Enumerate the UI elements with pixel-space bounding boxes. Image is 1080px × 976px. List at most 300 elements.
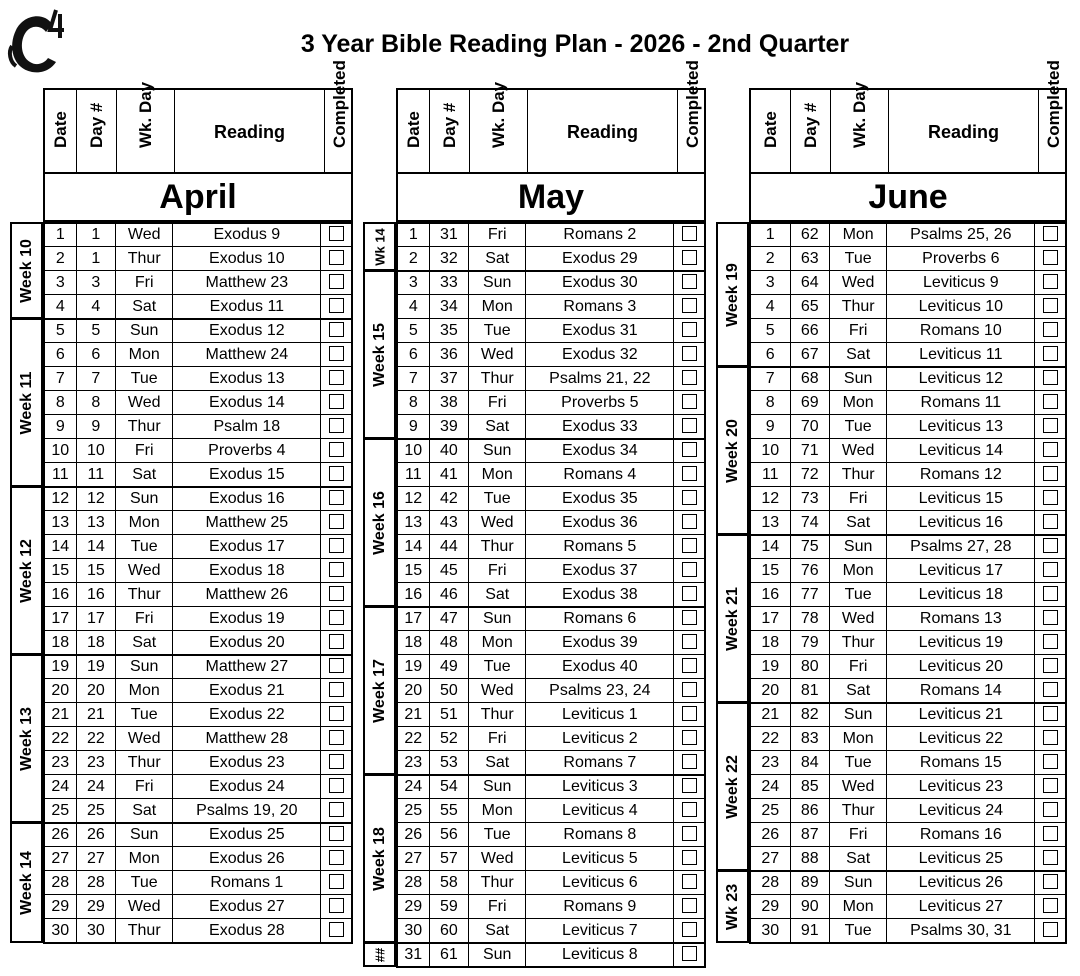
completed-checkbox[interactable] [1043, 250, 1058, 265]
table-row [43, 583, 353, 607]
completed-cell [1035, 511, 1065, 535]
reading-cell: Proverbs 5 [526, 391, 674, 415]
day-number-cell: 80 [791, 655, 831, 679]
date-cell: 4 [45, 295, 77, 319]
header-date [398, 90, 430, 172]
completed-checkbox[interactable] [329, 658, 344, 673]
reading-cell: Leviticus 16 [887, 511, 1035, 535]
completed-cell [1035, 247, 1065, 271]
completed-checkbox[interactable] [682, 370, 697, 385]
completed-checkbox[interactable] [329, 298, 344, 313]
completed-checkbox[interactable] [329, 538, 344, 553]
weekday-cell: Tue [469, 319, 526, 343]
weekday-cell: Sat [830, 343, 887, 367]
completed-cell [674, 823, 704, 847]
table-row [396, 511, 706, 535]
table-row [749, 511, 1067, 535]
table-row [43, 223, 353, 247]
completed-checkbox[interactable] [329, 514, 344, 529]
date-cell: 22 [751, 727, 791, 751]
date-cell: 31 [398, 943, 430, 967]
date-cell: 8 [398, 391, 430, 415]
completed-checkbox[interactable] [1043, 706, 1058, 721]
reading-cell: Leviticus 10 [887, 295, 1035, 319]
reading-cell: Exodus 28 [173, 919, 321, 943]
table-row [396, 799, 706, 823]
completed-checkbox[interactable] [682, 802, 697, 817]
day-number-cell: 41 [430, 463, 469, 487]
row-divider [43, 558, 353, 559]
completed-cell [321, 679, 351, 703]
week-label-cell [363, 942, 396, 967]
completed-checkbox[interactable] [1043, 610, 1058, 625]
completed-checkbox[interactable] [1043, 346, 1058, 361]
completed-checkbox[interactable] [329, 346, 344, 361]
completed-cell [321, 223, 351, 247]
header-label: Reading [213, 122, 285, 142]
header-reading [175, 90, 325, 172]
completed-checkbox[interactable] [682, 298, 697, 313]
completed-checkbox[interactable] [682, 442, 697, 457]
completed-cell [321, 271, 351, 295]
row-divider [43, 606, 353, 607]
table-row [749, 535, 1067, 559]
completed-checkbox[interactable] [682, 682, 697, 697]
completed-checkbox[interactable] [329, 394, 344, 409]
weekday-cell: Wed [469, 679, 526, 703]
completed-checkbox[interactable] [1043, 922, 1058, 937]
completed-checkbox[interactable] [1043, 850, 1058, 865]
completed-cell [674, 775, 704, 799]
weekday-cell: Thur [469, 871, 526, 895]
row-divider [749, 342, 1067, 343]
completed-checkbox[interactable] [329, 226, 344, 241]
table-row [749, 367, 1067, 391]
day-number-cell: 39 [430, 415, 469, 439]
completed-checkbox[interactable] [682, 226, 697, 241]
weekday-cell: Sat [469, 919, 526, 943]
completed-cell [321, 775, 351, 799]
completed-checkbox[interactable] [1043, 322, 1058, 337]
date-cell: 13 [751, 511, 791, 535]
table-row [749, 919, 1067, 943]
completed-checkbox[interactable] [682, 898, 697, 913]
completed-checkbox[interactable] [682, 418, 697, 433]
reading-cell: Leviticus 27 [887, 895, 1035, 919]
day-number-cell: 71 [791, 439, 831, 463]
row-divider [43, 582, 353, 583]
date-cell: 17 [45, 607, 77, 631]
day-number-cell: 63 [791, 247, 831, 271]
completed-checkbox[interactable] [329, 322, 344, 337]
completed-checkbox[interactable] [682, 826, 697, 841]
completed-checkbox[interactable] [329, 562, 344, 577]
completed-checkbox[interactable] [682, 274, 697, 289]
day-number-cell: 83 [791, 727, 831, 751]
page-title: 3 Year Bible Reading Plan - 2026 - 2nd Quarter [300, 30, 850, 58]
date-cell: 24 [45, 775, 77, 799]
week-label: Week 19 [723, 262, 741, 327]
date-cell: 25 [398, 799, 430, 823]
date-cell: 20 [45, 679, 77, 703]
completed-checkbox[interactable] [329, 754, 344, 769]
reading-cell: Exodus 37 [526, 559, 674, 583]
weekday-cell: Sun [116, 823, 173, 847]
completed-checkbox[interactable] [329, 730, 344, 745]
day-number-cell: 30 [77, 919, 116, 943]
completed-checkbox[interactable] [329, 826, 344, 841]
completed-checkbox[interactable] [1043, 586, 1058, 601]
reading-cell: Romans 12 [887, 463, 1035, 487]
row-divider [396, 654, 706, 655]
day-number-cell: 91 [791, 919, 831, 943]
completed-checkbox[interactable] [1043, 274, 1058, 289]
completed-checkbox[interactable] [1043, 442, 1058, 457]
completed-checkbox[interactable] [1043, 466, 1058, 481]
completed-cell [321, 511, 351, 535]
weekday-cell: Sun [116, 319, 173, 343]
completed-checkbox[interactable] [682, 778, 697, 793]
completed-checkbox[interactable] [1043, 826, 1058, 841]
completed-checkbox[interactable] [329, 586, 344, 601]
reading-cell: Leviticus 8 [526, 943, 674, 967]
completed-checkbox[interactable] [682, 322, 697, 337]
row-divider [749, 414, 1067, 415]
weekday-cell: Thur [469, 535, 526, 559]
reading-cell: Leviticus 23 [887, 775, 1035, 799]
header-label: Date [50, 111, 70, 148]
reading-cell: Proverbs 4 [173, 439, 321, 463]
table-row [396, 679, 706, 703]
reading-cell: Exodus 20 [173, 631, 321, 655]
reading-cell: Leviticus 12 [887, 367, 1035, 391]
weekday-cell: Sun [830, 703, 887, 727]
completed-checkbox[interactable] [1043, 418, 1058, 433]
completed-checkbox[interactable] [1043, 634, 1058, 649]
table-row [43, 703, 353, 727]
date-cell: 28 [45, 871, 77, 895]
completed-cell [321, 487, 351, 511]
completed-checkbox[interactable] [329, 802, 344, 817]
completed-checkbox[interactable] [1043, 370, 1058, 385]
day-number-cell: 38 [430, 391, 469, 415]
completed-checkbox[interactable] [1043, 226, 1058, 241]
completed-checkbox[interactable] [682, 754, 697, 769]
week-label-cell [716, 222, 749, 367]
weekday-cell: Mon [469, 799, 526, 823]
completed-checkbox[interactable] [682, 346, 697, 361]
reading-cell: Matthew 25 [173, 511, 321, 535]
row-divider [396, 294, 706, 295]
table-row [43, 751, 353, 775]
completed-cell [674, 391, 704, 415]
reading-cell: Exodus 40 [526, 655, 674, 679]
table-row [749, 871, 1067, 895]
table-row [43, 631, 353, 655]
weekday-cell: Tue [830, 751, 887, 775]
reading-cell: Leviticus 3 [526, 775, 674, 799]
weekday-cell: Mon [469, 463, 526, 487]
weekday-cell: Thur [830, 295, 887, 319]
completed-checkbox[interactable] [1043, 298, 1058, 313]
reading-cell: Exodus 21 [173, 679, 321, 703]
completed-checkbox[interactable] [329, 274, 344, 289]
table-row [43, 343, 353, 367]
completed-checkbox[interactable] [329, 370, 344, 385]
weekday-cell: Mon [830, 391, 887, 415]
completed-cell [1035, 871, 1065, 895]
reading-cell: Leviticus 13 [887, 415, 1035, 439]
row-divider [396, 726, 706, 727]
reading-cell: Leviticus 19 [887, 631, 1035, 655]
completed-checkbox[interactable] [329, 706, 344, 721]
table-row [396, 631, 706, 655]
weekday-cell: Mon [116, 343, 173, 367]
date-cell: 3 [45, 271, 77, 295]
completed-checkbox[interactable] [329, 418, 344, 433]
day-number-cell: 19 [77, 655, 116, 679]
completed-cell [1035, 319, 1065, 343]
completed-checkbox[interactable] [329, 874, 344, 889]
completed-cell [321, 799, 351, 823]
weekday-cell: Mon [116, 847, 173, 871]
reading-cell: Matthew 23 [173, 271, 321, 295]
day-number-cell: 6 [77, 343, 116, 367]
completed-checkbox[interactable] [329, 610, 344, 625]
completed-checkbox[interactable] [682, 586, 697, 601]
reading-cell: Romans 13 [887, 607, 1035, 631]
table-row [43, 823, 353, 847]
reading-cell: Psalms 21, 22 [526, 367, 674, 391]
date-cell: 24 [751, 775, 791, 799]
completed-cell [1035, 223, 1065, 247]
day-number-cell: 66 [791, 319, 831, 343]
completed-cell [674, 367, 704, 391]
completed-checkbox[interactable] [1043, 802, 1058, 817]
completed-checkbox[interactable] [1043, 514, 1058, 529]
day-number-cell: 85 [791, 775, 831, 799]
week-label-cell [363, 222, 396, 271]
completed-checkbox[interactable] [329, 778, 344, 793]
table-row [396, 895, 706, 919]
reading-cell: Romans 10 [887, 319, 1035, 343]
weekday-cell: Mon [469, 631, 526, 655]
reading-cell: Romans 6 [526, 607, 674, 631]
day-number-cell: 31 [430, 223, 469, 247]
completed-cell [1035, 703, 1065, 727]
completed-cell [674, 271, 704, 295]
week-label: Week 21 [723, 586, 741, 651]
row-divider [43, 318, 353, 319]
weekday-cell: Fri [469, 223, 526, 247]
row-divider [749, 678, 1067, 679]
day-number-cell: 28 [77, 871, 116, 895]
date-cell: 4 [751, 295, 791, 319]
week-label: Week 11 [17, 371, 35, 434]
completed-cell [321, 535, 351, 559]
table-row [43, 271, 353, 295]
completed-checkbox[interactable] [682, 466, 697, 481]
date-cell: 1 [45, 223, 77, 247]
completed-checkbox[interactable] [329, 466, 344, 481]
table-row [396, 655, 706, 679]
row-divider [43, 294, 353, 295]
date-cell: 10 [45, 439, 77, 463]
reading-cell: Leviticus 14 [887, 439, 1035, 463]
date-cell: 27 [45, 847, 77, 871]
day-number-cell: 74 [791, 511, 831, 535]
completed-cell [321, 631, 351, 655]
completed-checkbox[interactable] [329, 898, 344, 913]
table-row [749, 391, 1067, 415]
date-cell: 17 [398, 607, 430, 631]
completed-checkbox[interactable] [1043, 394, 1058, 409]
day-number-cell: 82 [791, 703, 831, 727]
completed-checkbox[interactable] [682, 562, 697, 577]
completed-cell [1035, 655, 1065, 679]
completed-checkbox[interactable] [682, 922, 697, 937]
week-label: Week 18 [370, 826, 388, 891]
completed-checkbox[interactable] [682, 850, 697, 865]
weekday-cell: Mon [830, 223, 887, 247]
reading-cell: Leviticus 15 [887, 487, 1035, 511]
day-number-cell: 72 [791, 463, 831, 487]
table-row [749, 895, 1067, 919]
date-cell: 10 [751, 439, 791, 463]
completed-checkbox[interactable] [1043, 730, 1058, 745]
row-divider [396, 486, 706, 487]
completed-checkbox[interactable] [682, 490, 697, 505]
completed-checkbox[interactable] [1043, 778, 1058, 793]
completed-checkbox[interactable] [329, 634, 344, 649]
week-label-cell [363, 774, 396, 943]
date-cell: 22 [398, 727, 430, 751]
day-number-cell: 3 [77, 271, 116, 295]
reading-cell: Exodus 22 [173, 703, 321, 727]
date-cell: 29 [398, 895, 430, 919]
reading-cell: Exodus 19 [173, 607, 321, 631]
completed-checkbox[interactable] [1043, 682, 1058, 697]
date-cell: 10 [398, 439, 430, 463]
day-number-cell: 10 [77, 439, 116, 463]
day-number-cell: 29 [77, 895, 116, 919]
day-number-cell: 20 [77, 679, 116, 703]
completed-cell [1035, 799, 1065, 823]
weekday-cell: Fri [116, 775, 173, 799]
row-divider [396, 798, 706, 799]
completed-checkbox[interactable] [682, 634, 697, 649]
weekday-cell: Mon [116, 679, 173, 703]
row-divider [749, 774, 1067, 775]
header-day-num [791, 90, 831, 172]
row-divider [43, 870, 353, 871]
table-row [749, 631, 1067, 655]
weekday-cell: Wed [830, 271, 887, 295]
day-number-cell: 48 [430, 631, 469, 655]
table-row [749, 271, 1067, 295]
table-row [396, 583, 706, 607]
completed-checkbox[interactable] [329, 250, 344, 265]
completed-checkbox[interactable] [329, 682, 344, 697]
completed-cell [321, 871, 351, 895]
row-divider [396, 414, 706, 415]
table-row [749, 655, 1067, 679]
row-divider [43, 702, 353, 703]
date-cell: 26 [45, 823, 77, 847]
completed-checkbox[interactable] [329, 922, 344, 937]
completed-checkbox[interactable] [1043, 658, 1058, 673]
day-number-cell: 88 [791, 847, 831, 871]
completed-checkbox[interactable] [1043, 898, 1058, 913]
weekday-cell: Fri [830, 319, 887, 343]
reading-cell: Romans 7 [526, 751, 674, 775]
completed-checkbox[interactable] [682, 874, 697, 889]
completed-checkbox[interactable] [329, 850, 344, 865]
completed-checkbox[interactable] [1043, 538, 1058, 553]
completed-checkbox[interactable] [1043, 754, 1058, 769]
completed-cell [1035, 295, 1065, 319]
date-cell: 22 [45, 727, 77, 751]
row-divider [749, 870, 1067, 871]
table-row [396, 751, 706, 775]
date-cell: 23 [45, 751, 77, 775]
completed-checkbox[interactable] [1043, 874, 1058, 889]
weekday-cell: Tue [830, 919, 887, 943]
row-divider [749, 654, 1067, 655]
completed-cell [674, 295, 704, 319]
date-cell: 1 [751, 223, 791, 247]
day-number-cell: 5 [77, 319, 116, 343]
completed-checkbox[interactable] [682, 250, 697, 265]
completed-checkbox[interactable] [682, 538, 697, 553]
completed-cell [321, 823, 351, 847]
table-row [396, 271, 706, 295]
row-divider [749, 726, 1067, 727]
completed-checkbox[interactable] [682, 706, 697, 721]
reading-cell: Leviticus 5 [526, 847, 674, 871]
date-cell: 16 [398, 583, 430, 607]
completed-checkbox[interactable] [682, 514, 697, 529]
completed-cell [1035, 487, 1065, 511]
completed-checkbox[interactable] [329, 442, 344, 457]
completed-checkbox[interactable] [1043, 562, 1058, 577]
row-divider [749, 486, 1067, 487]
row-divider [396, 366, 706, 367]
day-number-cell: 58 [430, 871, 469, 895]
row-divider [749, 606, 1067, 607]
reading-cell: Exodus 34 [526, 439, 674, 463]
day-number-cell: 49 [430, 655, 469, 679]
weekday-cell: Sun [830, 367, 887, 391]
weekday-cell: Sat [116, 463, 173, 487]
completed-checkbox[interactable] [682, 730, 697, 745]
completed-checkbox[interactable] [682, 394, 697, 409]
completed-checkbox[interactable] [682, 610, 697, 625]
table-row [749, 415, 1067, 439]
date-cell: 18 [398, 631, 430, 655]
date-cell: 20 [398, 679, 430, 703]
reading-cell: Romans 5 [526, 535, 674, 559]
date-cell: 11 [751, 463, 791, 487]
weekday-cell: Wed [116, 223, 173, 247]
completed-checkbox[interactable] [1043, 490, 1058, 505]
date-cell: 5 [398, 319, 430, 343]
weekday-cell: Fri [116, 271, 173, 295]
completed-checkbox[interactable] [682, 946, 697, 961]
completed-checkbox[interactable] [682, 658, 697, 673]
weekday-cell: Tue [469, 823, 526, 847]
completed-checkbox[interactable] [329, 490, 344, 505]
